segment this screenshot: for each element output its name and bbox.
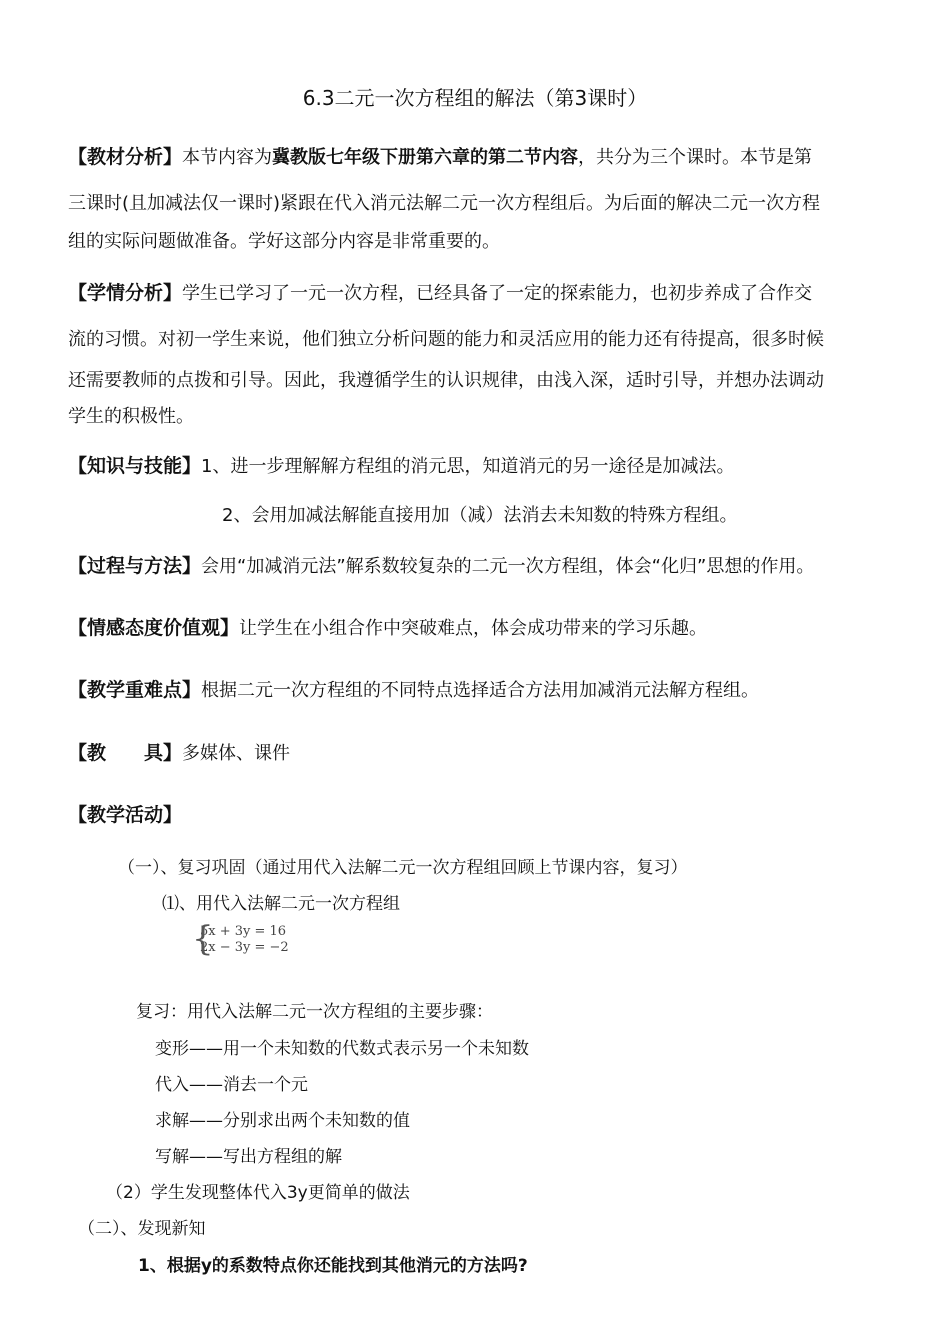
knowledge-item-1: 1、进一步理解解方程组的消元思，知道消元的另一途径是加减法。 [201,456,735,477]
teaching-tools [68,730,888,777]
knowledge-skills [68,443,888,490]
step-item: 变形——用一个未知数的代数式表示另一个未知数 [155,1039,529,1059]
section-review: （一）、复习巩固（通过用代入法解二元一次方程组回顾上节课内容，复习） [118,858,688,878]
emotion-values [68,605,888,652]
step-item: 写解——写出方程组的解 [155,1147,342,1167]
equation-2: 2x − 3y = −2 [200,940,289,955]
step-item: 代入——消去一个元 [155,1075,308,1095]
question-1: 1、根据y的系数特点你还能找到其他消元的方法吗? [138,1256,528,1276]
emotion-label: 【情感态度价值观】 [68,617,240,639]
material-line-3: 组的实际问题做准备。学好这部分内容是非常重要的。 [68,231,500,252]
students-line-1: 学生已学习了一元一次方程，已经具备了一定的探索能力，也初步养成了合作交 [182,283,813,304]
knowledge-item-2: 2、会用加减法解能直接用加（减）法消去未知数的特殊方程组。 [222,505,738,526]
keypoints-text: 根据二元一次方程组的不同特点选择适合方法用加减消元法解方程组。 [201,680,760,701]
material-bold-text: 冀教版七年级下册第六章的第二节内容 [272,147,579,168]
students-line-2: 流的习惯。对初一学生来说，他们独立分析问题的能力和灵活应用的能力还有待提高，很多时候 [68,329,824,350]
material-text-1: 本节内容为 [182,147,273,168]
tools-text: 多媒体、课件 [182,743,291,764]
brace-icon: { [192,919,214,959]
material-label: 【教材分析】 [68,146,183,168]
emotion-text: 让学生在小组合作中突破难点，体会成功带来的学习乐趣。 [239,618,708,639]
knowledge-label: 【知识与技能】 [68,455,202,477]
tools-label: 【教 具】 [68,742,183,764]
process-text: 会用“加减消元法”解系数较复杂的二元一次方程组，体会“化归”思想的作用。 [201,556,815,577]
keypoints-label: 【教学重难点】 [68,679,202,701]
equation-system [192,919,289,959]
page-title: 6.3二元一次方程组的解法（第3课时） [302,86,648,110]
review-sub-2: （2）学生发现整体代入3y更简单的做法 [106,1183,410,1203]
process-label: 【过程与方法】 [68,555,202,577]
material-text-2: ，共分为三个课时。本节是第 [578,147,813,168]
students-label: 【学情分析】 [68,282,183,304]
equation-1: 5x + 3y = 16 [200,924,287,939]
students-line-4: 学生的积极性。 [68,406,194,427]
material-analysis [68,134,888,257]
key-points [68,667,888,714]
process-method [68,543,888,590]
activities-label: 【教学活动】 [68,804,183,826]
review-title: 复习：用代入法解二元一次方程组的主要步骤： [136,1002,493,1022]
section-discover: （二）、发现新知 [78,1219,206,1239]
student-analysis [68,270,888,435]
review-sub-1: ⑴、用代入法解二元一次方程组 [162,894,400,914]
students-line-3: 还需要教师的点拨和引导。因此，我遵循学生的认识规律，由浅入深，适时引导，并想办法调动 [68,370,824,391]
material-line-2: 三课时(且加减法仅一课时)紧跟在代入消元法解二元一次方程组后。为后面的解决二元一次方程 [68,193,821,214]
step-item: 求解——分别求出两个未知数的值 [155,1111,410,1131]
